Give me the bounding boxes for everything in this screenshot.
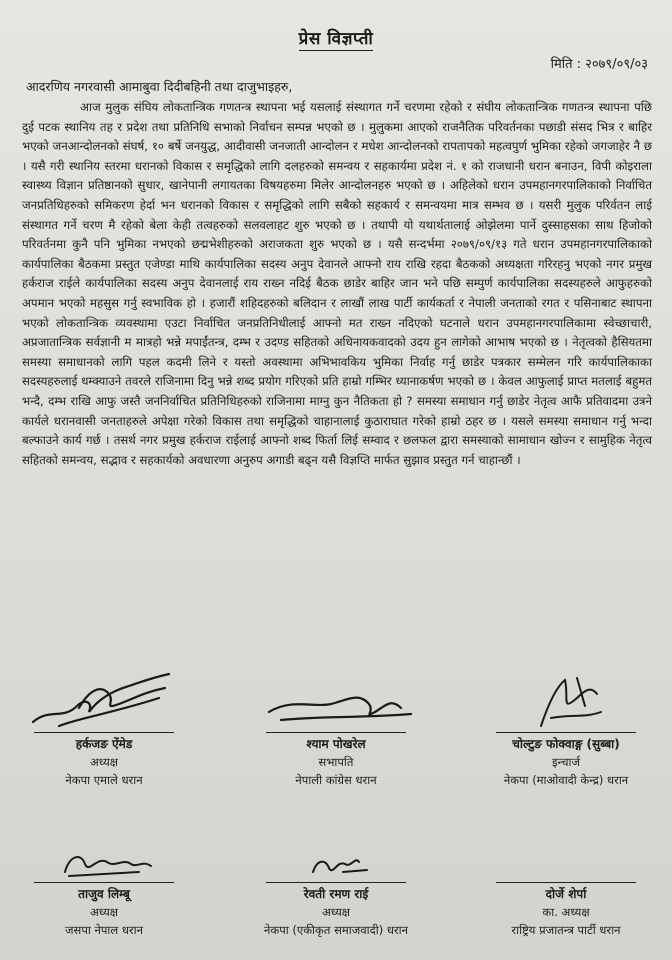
body-paragraph: आज मुलुक संघिय लोकतान्त्रिक गणतन्त्र स्थापना भई यसलाई संस्थागत गर्ने चरणमा रहेको र संघीय लोकतान्त्रिक गणतन्त्र स्थापना पछि दुई पटक स्थानिय तह र प्रदेश तथा प्रतिनिधि सभाको निर्वाचन सम्पन्न भएको छ । मुलुकमा आएको राजनैतिक परिवर्तनका पछाडी संसद भित्र र बाहिर भएको जनआन्दोलनको संघर्ष, १० बर्षे जनयुद्ध, आदीवासी जनजाती आन्दोलन र मधेश आन्दोलनको रापतापको महत्वपुर्ण भुमिका रहेको जगजाहेर नै छ । यसै गरी स्थानिय स्तरमा धरानको विकास र समृद्धिको लागि दलहरुको समन्वय र सहकार्यमा प्रदेश नं. १ को राजधानी धरान बनाउन, विपी कोइराला स्वास्थ्य विज्ञान प्रतिष्ठानको सुधार, खानेपानी लगायतका विषयहरुमा मिलेर आन्दोलनहरु भएको छ । अहिलेको धरान उपमहानगरपालिकाको निर्वाचित जनप्रतिधिहरुको समिकरण हेर्दा भन धरानको विकास र समृद्धिको लागि सबैको सहकार्य र समन्वयमा मात्र सम्भव छ । यसरी मुलुक परिर्वतन लाई संस्थागत गर्ने चरण मै रहेको बेला केही तत्वहरुको सलवलाहट शुरु भएको छ । तथापी यो यथार्थतालाई ओझेलमा पार्ने दुस्साहसका साथ हिजोको परिवर्तनमा कुनै पनि भुमिका नभएको छद्मभेशीहरुको अराजकता शुरु भएको छ । यसै सन्दर्भमा २०७९/०९/१३ गते धरान उपमहानगरपालिकाको कार्यपालिका बैठकमा प्रस्तुत एजेण्डा माथि कार्यपालिका सदस्य अनुप देवानले आफ्नो राय राखि रहदा बैठकको अध्यक्षता गरिरहनु भएको नगर प्रमुख हर्कराज राईले कार्यपालिका सदस्य अनुप देवानलाई राय राख्न नदिई बैठक छाडेर बाहिर जान भने पछि सम्पुर्ण कार्यपालिका सदस्यहरुले आफुहरुको अपमान भएको महसुस गर्नु स्वभाविक हो । हजारौं शहिदहरुको बलिदान र लाखौं लाख पार्टी कार्यकर्ता र नेपाली जनताको रगत र पसिनाबाट स्थापना भएको लोकतान्त्रिक व्यवस्थामा एउटा निर्वाचित जनप्रतिनिधीलाई आफ्नो मत राख्न नदिएको घटनाले धरान उपमहानगरपालिकामा स्वेच्छाचारी, अप्रजातान्त्रिक सर्वज्ञानी म मात्रहो भन्ने मपाईंतन्त्र, दम्भ र उदण्ड सहितको अधिनायकवादको उदय हुन लागेको आभाष भएको छ । नेतृत्वको हैसियतमा समस्या समाधानको लागि पहल कदमी लिने र यस्तो अवस्थामा अभिभावकिय भुमिका निर्वाह गर्नु छाडेर पत्रकार सम्मेलन गरि कार्यपालिकाका सदस्यहरुलाई धम्क्याउने तवरले राजिनामा दिनु भन्ने शब्द प्रयोग गरिएको प्रति हाम्रो गम्भिर ध्यानाकर्षण भएको छ । केवल आफुलाई प्राप्त मतलाई बहुमत भन्दै, दम्भ राखि आफु जस्तै जननिर्वाचित प्रतिनिधिहरुको राजिनामा माग्नु कुन नैतिकता हो ? समस्या समाधान गर्नु छाडेर नेतृत्व आफै प्रतिवादमा उत्रने कार्यले धरानवासी जनताहरुले अपेक्षा गरेको विकास तथा समृद्धिको चाहानालाई कुठाराघात गरेको हाम्रो ठहर छ । यसले समस्या समाधान गर्नु भन्दा बल्फाउने कार्य गर्छ । तसर्थ नगर प्रमुख हर्कराज राईलाई आफ्नो शब्द फिर्ता लिई सम्वाद र छलफल द्वारा समस्याको सामाधान खोज्न र सामुहिक नेतृत्व सहितको समन्वय, सद्भाव र सहकार्यको अवधारणा अनुरुप अगाडी बढ्न यसै विज्ञप्ति मार्फत सुझाव प्रस्तुत गर्न चाहान्छौं । <box>22 100 652 467</box>
handwritten-signature-2 <box>251 668 421 732</box>
signatory-name: चोल्टुङ फोक्वाङ्ग (सुब्बा) <box>512 737 620 752</box>
signatory-title: सभापति <box>318 755 354 770</box>
signatory-name: ताजुव लिम्बू <box>78 887 130 902</box>
signature-line <box>34 732 174 733</box>
signatory-org: नेकपा (एकीकृत समाजवादी) धरान <box>264 923 408 938</box>
signature-line <box>496 732 636 733</box>
signatory-org: नेपाली कांग्रेस धरान <box>295 773 377 788</box>
signatory-title: अध्यक्ष <box>321 905 351 920</box>
handwritten-signature-1 <box>19 668 189 732</box>
signatory-name: दोर्जे शेर्पा <box>545 887 587 902</box>
handwritten-signature-4 <box>19 842 189 882</box>
date: मिति : २०७९/०९/०३ <box>550 57 648 72</box>
signatory-title: अध्यक्ष <box>89 905 119 920</box>
title-text: प्रेस विज्ञप्ती <box>298 29 374 49</box>
signature-block-4 <box>14 842 194 939</box>
signature-block-5 <box>246 842 426 939</box>
signatory-org: राष्ट्रिय प्रजातन्त्र पार्टी धरान <box>511 923 621 938</box>
handwritten-signature-3 <box>481 668 651 732</box>
signature-block-1 <box>14 668 194 789</box>
signatory-org: नेकपा एमाले धरान <box>65 773 143 788</box>
signatory-title: इन्चार्ज <box>551 755 581 770</box>
signature-line <box>496 882 636 883</box>
handwritten-signature-5 <box>251 842 421 882</box>
signatory-title: का. अध्यक्ष <box>542 905 590 920</box>
signatory-name: रेवती रमण राई <box>303 887 369 902</box>
signatory-name: हर्कजङ ऐंमेड <box>75 737 133 752</box>
signatory-name: श्याम पोखरेल <box>306 737 366 752</box>
signatory-title: अध्यक्ष <box>89 755 119 770</box>
signature-block-2 <box>246 668 426 789</box>
signature-block-3 <box>476 668 656 789</box>
signature-line <box>266 732 406 733</box>
signature-block-6 <box>476 842 656 939</box>
signatory-org: जसपा नेपाल धरान <box>65 923 143 938</box>
salutation: आदरणिय नगरवासी आमाबुवा दिदीबहिनी तथा दाजुभाइहरु, <box>26 79 293 94</box>
signature-line <box>34 882 174 883</box>
signature-space <box>476 842 656 882</box>
signature-line <box>266 882 406 883</box>
signatory-org: नेकपा (माओवादी केन्द्र) धरान <box>503 773 629 788</box>
page-title <box>0 26 672 49</box>
